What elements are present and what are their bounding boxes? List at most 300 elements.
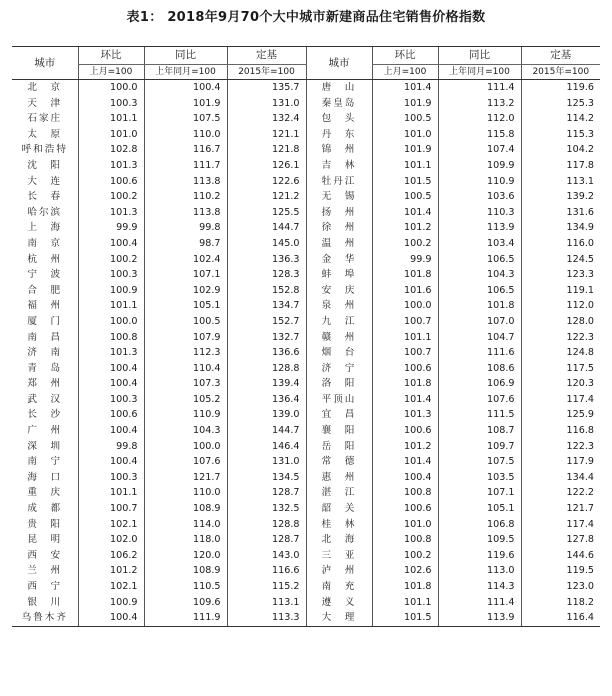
table-header <box>12 47 600 80</box>
base-cell: 121.1 <box>227 127 306 143</box>
mom-cell: 100.9 <box>78 595 144 611</box>
yoy-cell: 111.9 <box>144 610 227 626</box>
mom-cell: 100.4 <box>372 470 438 486</box>
yoy-cell: 109.7 <box>438 439 521 455</box>
base-cell: 135.7 <box>227 80 306 96</box>
mom-cell: 101.4 <box>372 392 438 408</box>
base-cell: 131.0 <box>227 454 306 470</box>
mom-cell: 100.9 <box>78 283 144 299</box>
mom-cell: 100.3 <box>78 267 144 283</box>
city-cell: 乌鲁木齐 <box>12 610 78 626</box>
base-cell: 132.7 <box>227 330 306 346</box>
city-cell: 北 海 <box>306 532 372 548</box>
base-cell: 139.0 <box>227 407 306 423</box>
header-base: 定基 <box>227 47 306 65</box>
mom-cell: 101.8 <box>372 579 438 595</box>
yoy-cell: 103.4 <box>438 236 521 252</box>
mom-cell: 101.2 <box>372 439 438 455</box>
yoy-cell: 100.5 <box>144 314 227 330</box>
yoy-cell: 106.5 <box>438 283 521 299</box>
table-row <box>12 220 600 236</box>
city-cell: 福 州 <box>27 300 63 312</box>
city-cell: 泉 州 <box>306 298 372 314</box>
yoy-cell: 98.7 <box>144 236 227 252</box>
mom-cell: 101.2 <box>78 563 144 579</box>
yoy-cell: 119.6 <box>438 548 521 564</box>
yoy-cell: 110.3 <box>438 205 521 221</box>
mom-cell: 100.8 <box>78 330 144 346</box>
base-cell: 144.6 <box>521 548 600 564</box>
header-yoy-2: 同比 <box>438 47 521 65</box>
base-cell: 126.1 <box>227 158 306 174</box>
mom-cell: 100.3 <box>78 392 144 408</box>
table-row <box>12 298 600 314</box>
yoy-cell: 100.4 <box>144 80 227 96</box>
mom-cell: 101.9 <box>372 142 438 158</box>
base-cell: 113.1 <box>227 595 306 611</box>
city-cell: 重 庆 <box>27 487 63 499</box>
table-row <box>12 96 600 112</box>
yoy-cell: 110.0 <box>144 127 227 143</box>
base-cell: 115.3 <box>521 127 600 143</box>
yoy-cell: 107.1 <box>438 485 521 501</box>
yoy-cell: 107.9 <box>144 330 227 346</box>
mom-cell: 102.0 <box>78 532 144 548</box>
base-cell: 104.2 <box>521 142 600 158</box>
table-row <box>12 501 600 517</box>
yoy-cell: 113.8 <box>144 174 227 190</box>
yoy-cell: 120.0 <box>144 548 227 564</box>
city-cell: 呼和浩特 <box>21 144 68 156</box>
base-cell: 114.2 <box>521 111 600 127</box>
table-row <box>12 361 600 377</box>
table-row <box>12 423 600 439</box>
mom-cell: 102.6 <box>372 563 438 579</box>
table-row <box>12 236 600 252</box>
yoy-cell: 109.9 <box>438 158 521 174</box>
table-row <box>12 563 600 579</box>
yoy-cell: 113.2 <box>438 96 521 112</box>
mom-cell: 100.4 <box>78 610 144 626</box>
mom-cell: 100.2 <box>78 252 144 268</box>
mom-cell: 101.1 <box>78 298 144 314</box>
yoy-cell: 110.4 <box>144 361 227 377</box>
table-row <box>12 532 600 548</box>
base-cell: 134.5 <box>227 470 306 486</box>
header-mom: 环比 <box>78 47 144 65</box>
city-cell: 洛 阳 <box>306 376 372 392</box>
city-cell: 成 都 <box>27 503 63 515</box>
yoy-cell: 107.0 <box>438 314 521 330</box>
yoy-cell: 110.2 <box>144 189 227 205</box>
city-cell: 银 川 <box>27 596 63 608</box>
table-row <box>12 283 600 299</box>
base-cell: 122.3 <box>521 439 600 455</box>
city-cell: 九 江 <box>306 314 372 330</box>
city-cell: 平顶山 <box>306 392 372 408</box>
table-row <box>12 345 600 361</box>
mom-cell: 101.0 <box>372 127 438 143</box>
mom-cell: 101.5 <box>372 174 438 190</box>
yoy-cell: 110.0 <box>144 485 227 501</box>
table-row <box>12 548 600 564</box>
yoy-cell: 113.9 <box>438 610 521 626</box>
price-index-table <box>12 46 600 627</box>
yoy-cell: 101.8 <box>438 298 521 314</box>
city-cell: 襄 阳 <box>306 423 372 439</box>
city-cell: 徐 州 <box>306 220 372 236</box>
city-cell: 宜 昌 <box>306 407 372 423</box>
table-row <box>12 252 600 268</box>
mom-cell: 100.2 <box>372 548 438 564</box>
base-cell: 119.6 <box>521 80 600 96</box>
yoy-cell: 106.9 <box>438 376 521 392</box>
base-cell: 145.0 <box>227 236 306 252</box>
table-row <box>12 392 600 408</box>
city-cell: 南 京 <box>27 237 63 249</box>
yoy-cell: 100.0 <box>144 439 227 455</box>
city-cell: 赣 州 <box>306 330 372 346</box>
mom-cell: 101.3 <box>372 407 438 423</box>
yoy-cell: 107.3 <box>144 376 227 392</box>
table-row <box>12 127 600 143</box>
mom-cell: 100.4 <box>78 423 144 439</box>
city-cell: 济 南 <box>27 347 63 359</box>
city-cell: 贵 阳 <box>27 518 63 530</box>
base-cell: 128.8 <box>227 361 306 377</box>
city-cell: 昆 明 <box>27 534 63 546</box>
mom-cell: 101.4 <box>372 80 438 96</box>
header-mom-2: 环比 <box>372 47 438 65</box>
yoy-cell: 107.5 <box>144 111 227 127</box>
yoy-cell: 108.6 <box>438 361 521 377</box>
base-cell: 131.0 <box>227 96 306 112</box>
table-row <box>12 579 600 595</box>
city-cell: 包 头 <box>306 111 372 127</box>
city-cell: 金 华 <box>306 252 372 268</box>
base-cell: 121.2 <box>227 189 306 205</box>
yoy-cell: 111.4 <box>438 80 521 96</box>
city-cell: 西 安 <box>27 549 63 561</box>
city-cell: 哈尔滨 <box>27 206 63 218</box>
base-cell: 121.8 <box>227 142 306 158</box>
table-row <box>12 485 600 501</box>
city-cell: 牡丹江 <box>306 174 372 190</box>
base-cell: 113.1 <box>521 174 600 190</box>
base-cell: 127.8 <box>521 532 600 548</box>
base-cell: 117.4 <box>521 392 600 408</box>
mom-cell: 100.2 <box>372 236 438 252</box>
table-row <box>12 517 600 533</box>
yoy-cell: 107.1 <box>144 267 227 283</box>
mom-cell: 101.0 <box>78 127 144 143</box>
table-row <box>12 267 600 283</box>
yoy-cell: 109.6 <box>144 595 227 611</box>
base-cell: 139.2 <box>521 189 600 205</box>
mom-cell: 101.3 <box>78 345 144 361</box>
city-cell: 唐 山 <box>306 80 372 96</box>
yoy-cell: 105.2 <box>144 392 227 408</box>
table-row <box>12 610 600 626</box>
yoy-cell: 107.5 <box>438 454 521 470</box>
city-cell: 南 昌 <box>27 331 63 343</box>
yoy-cell: 121.7 <box>144 470 227 486</box>
table-row <box>12 595 600 611</box>
yoy-cell: 113.0 <box>438 563 521 579</box>
yoy-cell: 112.3 <box>144 345 227 361</box>
header-base-sub-2: 2015年=100 <box>521 65 600 80</box>
yoy-cell: 118.0 <box>144 532 227 548</box>
city-cell: 长 沙 <box>27 409 63 421</box>
yoy-cell: 107.6 <box>144 454 227 470</box>
city-cell: 吉 林 <box>306 158 372 174</box>
mom-cell: 100.5 <box>372 111 438 127</box>
base-cell: 116.0 <box>521 236 600 252</box>
base-cell: 113.3 <box>227 610 306 626</box>
base-cell: 117.4 <box>521 517 600 533</box>
city-cell: 杭 州 <box>27 253 63 265</box>
mom-cell: 100.0 <box>372 298 438 314</box>
city-cell: 济 宁 <box>306 361 372 377</box>
base-cell: 123.0 <box>521 579 600 595</box>
yoy-cell: 111.6 <box>438 345 521 361</box>
base-cell: 124.8 <box>521 345 600 361</box>
mom-cell: 100.7 <box>372 314 438 330</box>
header-base-2: 定基 <box>521 47 600 65</box>
mom-cell: 101.0 <box>372 517 438 533</box>
table-body <box>12 80 600 627</box>
city-cell: 扬 州 <box>306 205 372 221</box>
city-cell: 遵 义 <box>306 595 372 611</box>
yoy-cell: 103.5 <box>438 470 521 486</box>
base-cell: 134.9 <box>521 220 600 236</box>
base-cell: 136.6 <box>227 345 306 361</box>
mom-cell: 101.2 <box>372 220 438 236</box>
base-cell: 134.7 <box>227 298 306 314</box>
yoy-cell: 107.4 <box>438 142 521 158</box>
yoy-cell: 105.1 <box>144 298 227 314</box>
city-cell: 岳 阳 <box>306 439 372 455</box>
table-row <box>12 158 600 174</box>
header-yoy-sub: 上年同月=100 <box>144 65 227 80</box>
base-cell: 115.2 <box>227 579 306 595</box>
mom-cell: 100.8 <box>372 485 438 501</box>
mom-cell: 101.8 <box>372 267 438 283</box>
mom-cell: 99.8 <box>78 439 144 455</box>
city-cell: 安 庆 <box>306 283 372 299</box>
base-cell: 143.0 <box>227 548 306 564</box>
header-base-sub: 2015年=100 <box>227 65 306 80</box>
yoy-cell: 114.0 <box>144 517 227 533</box>
base-cell: 112.0 <box>521 298 600 314</box>
mom-cell: 101.3 <box>78 158 144 174</box>
base-cell: 128.0 <box>521 314 600 330</box>
city-cell: 长 春 <box>27 191 63 203</box>
mom-cell: 100.2 <box>78 189 144 205</box>
base-cell: 117.8 <box>521 158 600 174</box>
yoy-cell: 106.8 <box>438 517 521 533</box>
city-cell: 上 海 <box>27 222 63 234</box>
table-row <box>12 439 600 455</box>
header-mom-sub: 上月=100 <box>78 65 144 80</box>
city-cell: 锦 州 <box>306 142 372 158</box>
base-cell: 116.8 <box>521 423 600 439</box>
yoy-cell: 107.6 <box>438 392 521 408</box>
base-cell: 125.3 <box>521 96 600 112</box>
table-row <box>12 111 600 127</box>
city-cell: 广 州 <box>27 425 63 437</box>
mom-cell: 99.9 <box>372 252 438 268</box>
city-cell: 温 州 <box>306 236 372 252</box>
table-row <box>12 174 600 190</box>
yoy-cell: 111.4 <box>438 595 521 611</box>
mom-cell: 101.4 <box>372 205 438 221</box>
mom-cell: 100.6 <box>372 423 438 439</box>
city-cell: 厦 门 <box>27 315 63 327</box>
mom-cell: 100.0 <box>78 80 144 96</box>
yoy-cell: 109.5 <box>438 532 521 548</box>
city-cell: 太 原 <box>27 128 63 140</box>
city-cell: 烟 台 <box>306 345 372 361</box>
city-cell: 深 圳 <box>27 440 63 452</box>
yoy-cell: 113.8 <box>144 205 227 221</box>
base-cell: 121.7 <box>521 501 600 517</box>
base-cell: 118.2 <box>521 595 600 611</box>
base-cell: 136.4 <box>227 392 306 408</box>
yoy-cell: 116.7 <box>144 142 227 158</box>
table-row <box>12 205 600 221</box>
city-cell: 丹 东 <box>306 127 372 143</box>
base-cell: 136.3 <box>227 252 306 268</box>
mom-cell: 100.4 <box>78 376 144 392</box>
yoy-cell: 108.9 <box>144 501 227 517</box>
base-cell: 119.5 <box>521 563 600 579</box>
base-cell: 122.2 <box>521 485 600 501</box>
yoy-cell: 113.9 <box>438 220 521 236</box>
mom-cell: 99.9 <box>78 220 144 236</box>
yoy-cell: 112.0 <box>438 111 521 127</box>
mom-cell: 101.9 <box>372 96 438 112</box>
table-row <box>12 314 600 330</box>
yoy-cell: 101.9 <box>144 96 227 112</box>
base-cell: 125.9 <box>521 407 600 423</box>
mom-cell: 101.3 <box>78 205 144 221</box>
city-cell: 三 亚 <box>306 548 372 564</box>
yoy-cell: 114.3 <box>438 579 521 595</box>
mom-cell: 102.1 <box>78 579 144 595</box>
base-cell: 132.5 <box>227 501 306 517</box>
table-title: 表1： 2018年9月70个大中城市新建商品住宅销售价格指数 <box>126 10 486 25</box>
yoy-cell: 104.7 <box>438 330 521 346</box>
mom-cell: 100.3 <box>78 96 144 112</box>
base-cell: 144.7 <box>227 220 306 236</box>
city-cell: 石家庄 <box>27 113 63 125</box>
base-cell: 134.4 <box>521 470 600 486</box>
city-cell: 西 宁 <box>27 581 63 592</box>
mom-cell: 100.5 <box>372 189 438 205</box>
base-cell: 152.7 <box>227 314 306 330</box>
city-cell: 惠 州 <box>306 470 372 486</box>
city-cell: 无 锡 <box>306 189 372 205</box>
yoy-cell: 106.5 <box>438 252 521 268</box>
base-cell: 117.9 <box>521 454 600 470</box>
mom-cell: 101.1 <box>78 111 144 127</box>
city-cell: 天 津 <box>27 97 63 109</box>
mom-cell: 102.1 <box>78 517 144 533</box>
yoy-cell: 105.1 <box>438 501 521 517</box>
table-row <box>12 470 600 486</box>
base-cell: 122.6 <box>227 174 306 190</box>
yoy-cell: 102.9 <box>144 283 227 299</box>
mom-cell: 100.0 <box>78 314 144 330</box>
city-cell: 青 岛 <box>27 362 63 374</box>
mom-cell: 100.4 <box>78 236 144 252</box>
base-cell: 132.4 <box>227 111 306 127</box>
base-cell: 119.1 <box>521 283 600 299</box>
mom-cell: 101.5 <box>372 610 438 626</box>
mom-cell: 101.1 <box>78 485 144 501</box>
city-cell: 南 宁 <box>27 456 63 468</box>
yoy-cell: 111.5 <box>438 407 521 423</box>
mom-cell: 100.6 <box>372 361 438 377</box>
city-cell: 南 充 <box>306 579 372 595</box>
header-city-2: 城市 <box>306 47 372 80</box>
table-row <box>12 142 600 158</box>
mom-cell: 100.4 <box>78 361 144 377</box>
header-mom-sub-2: 上月=100 <box>372 65 438 80</box>
yoy-cell: 102.4 <box>144 252 227 268</box>
yoy-cell: 111.7 <box>144 158 227 174</box>
mom-cell: 101.4 <box>372 454 438 470</box>
city-cell: 蚌 埠 <box>306 267 372 283</box>
yoy-cell: 110.5 <box>144 579 227 595</box>
header-city: 城市 <box>12 47 78 80</box>
table-row <box>12 80 600 96</box>
city-cell: 大 理 <box>306 610 372 626</box>
yoy-cell: 103.6 <box>438 189 521 205</box>
mom-cell: 101.8 <box>372 376 438 392</box>
city-cell: 常 德 <box>306 454 372 470</box>
base-cell: 122.3 <box>521 330 600 346</box>
yoy-cell: 110.9 <box>438 174 521 190</box>
mom-cell: 101.1 <box>372 330 438 346</box>
yoy-cell: 108.7 <box>438 423 521 439</box>
city-cell: 湛 江 <box>306 485 372 501</box>
table-row <box>12 330 600 346</box>
table-row <box>12 376 600 392</box>
base-cell: 128.7 <box>227 485 306 501</box>
city-cell: 桂 林 <box>306 517 372 533</box>
mom-cell: 100.6 <box>78 174 144 190</box>
base-cell: 123.3 <box>521 267 600 283</box>
base-cell: 128.3 <box>227 267 306 283</box>
city-cell: 合 肥 <box>27 284 63 296</box>
mom-cell: 101.6 <box>372 283 438 299</box>
mom-cell: 100.7 <box>78 501 144 517</box>
mom-cell: 100.6 <box>372 501 438 517</box>
city-cell: 沈 阳 <box>27 159 63 171</box>
base-cell: 139.4 <box>227 376 306 392</box>
yoy-cell: 104.3 <box>438 267 521 283</box>
base-cell: 124.5 <box>521 252 600 268</box>
mom-cell: 101.1 <box>372 158 438 174</box>
city-cell: 宁 波 <box>27 269 63 281</box>
yoy-cell: 115.8 <box>438 127 521 143</box>
base-cell: 152.8 <box>227 283 306 299</box>
base-cell: 125.5 <box>227 205 306 221</box>
city-cell: 北 京 <box>27 82 63 93</box>
mom-cell: 100.3 <box>78 470 144 486</box>
